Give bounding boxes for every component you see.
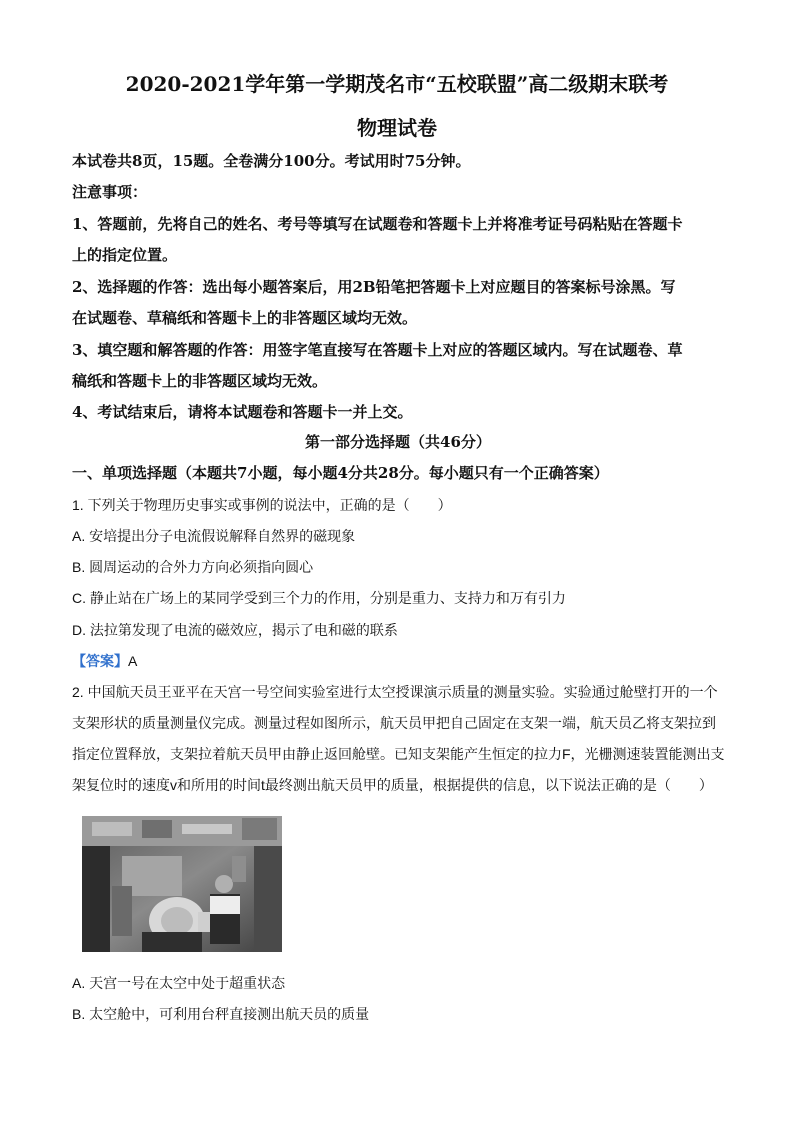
question-2-line: 2. 中国航天员王亚平在天宫一号空间实验室进行太空授课演示质量的测量实验。实验通过舱壁打开的一个 <box>72 684 718 700</box>
notice-line: 2、选择题的作答：选出每小题答案后，用2B铅笔把答题卡上对应题目的答案标号涂黑。写 <box>72 278 676 296</box>
exam-title: 2020-2021学年第一学期茂名市“五校联盟”高二级期末联考 <box>125 72 669 96</box>
question-2-option-b: B. 太空舱中，可利用台秤直接测出航天员的质量 <box>72 1006 370 1022</box>
notice-heading: 注意事项： <box>72 183 148 201</box>
notice-line: 上的指定位置。 <box>72 246 178 264</box>
question-1-stem: 1. 下列关于物理历史事实或事例的说法中，正确的是（ ） <box>72 497 452 513</box>
intro-text: 本试卷共8页，15题。全卷满分100分。考试用时75分钟。 <box>72 152 471 170</box>
answer-value: A <box>128 653 138 669</box>
exam-subtitle: 物理试卷 <box>357 116 437 140</box>
part-heading: 第一部分选择题（共46分） <box>305 433 491 451</box>
question-1-option-b: B. 圆周运动的合外力方向必须指向圆心 <box>72 559 314 575</box>
question-1-option-c: C. 静止站在广场上的某同学受到三个力的作用，分别是重力、支持力和万有引力 <box>72 590 566 606</box>
answer-label: 【答案】 <box>72 653 128 669</box>
notice-line: 4、考试结束后，请将本试题卷和答题卡一并上交。 <box>72 403 413 421</box>
section-heading: 一、单项选择题（本题共7小题，每小题4分共28分。每小题只有一个正确答案） <box>72 464 609 482</box>
question-1-option-a: A. 安培提出分子电流假说解释自然界的磁现象 <box>72 528 356 544</box>
question-2-line: 指定位置释放，支架拉着航天员甲由静止返回舱壁。已知支架能产生恒定的拉力F，光栅测速装置能测出支 <box>72 746 725 762</box>
question-2-option-a: A. 天宫一号在太空中处于超重状态 <box>72 975 286 991</box>
notice-line: 3、填空题和解答题的作答：用签字笔直接写在答题卡上对应的答题区域内。写在试题卷、草 <box>72 341 683 359</box>
question-2-line: 支架形状的质量测量仪完成。测量过程如图所示，航天员甲把自己固定在支架一端，航天员乙将支架拉到 <box>72 715 716 731</box>
notice-line: 1、答题前，先将自己的姓名、考号等填写在试题卷和答题卡上并将准考证号码粘贴在答题卡 <box>72 215 683 233</box>
notice-line: 在试题卷、草稿纸和答题卡上的非答题区域均无效。 <box>72 309 418 327</box>
notice-line: 稿纸和答题卡上的非答题区域均无效。 <box>72 372 328 390</box>
astronaut-photo <box>82 816 282 952</box>
question-2-line: 架复位时的速度v和所用的时间t最终测出航天员甲的质量，根据提供的信息，以下说法正确的是（ ） <box>72 777 713 793</box>
question-1-answer <box>72 651 724 671</box>
question-1-option-d: D. 法拉第发现了电流的磁效应，揭示了电和磁的联系 <box>72 622 398 638</box>
